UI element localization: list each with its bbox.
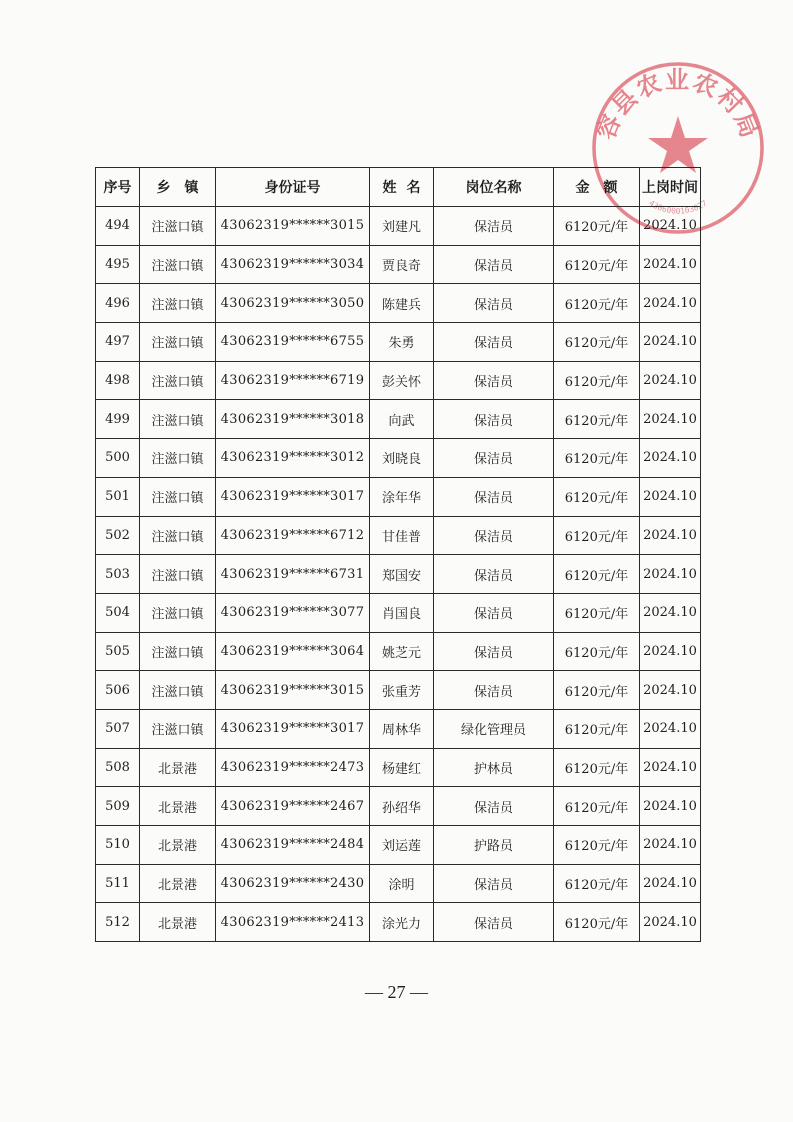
row-position: 保洁员	[434, 400, 554, 439]
row-id-number: 43062319******3034	[216, 245, 370, 284]
row-name: 向武	[370, 400, 434, 439]
row-amount: 6120元/年	[554, 555, 640, 594]
table-row	[96, 207, 701, 246]
row-town: 注滋口镇	[140, 671, 216, 710]
row-amount: 6120元/年	[554, 903, 640, 942]
row-id-number: 43062319******3015	[216, 207, 370, 246]
row-name: 刘建凡	[370, 207, 434, 246]
row-id-number: 43062319******2413	[216, 903, 370, 942]
row-position: 保洁员	[434, 207, 554, 246]
row-name: 刘晓良	[370, 439, 434, 478]
table-row	[96, 671, 701, 710]
row-town: 注滋口镇	[140, 207, 216, 246]
row-town: 注滋口镇	[140, 555, 216, 594]
row-start-date: 2024.10	[640, 632, 701, 671]
row-name: 姚芝元	[370, 632, 434, 671]
row-town: 注滋口镇	[140, 632, 216, 671]
row-name: 贾良奇	[370, 245, 434, 284]
row-town: 注滋口镇	[140, 323, 216, 362]
row-start-date: 2024.10	[640, 903, 701, 942]
row-id-number: 43062319******2430	[216, 864, 370, 903]
table-row	[96, 555, 701, 594]
row-name: 杨建红	[370, 748, 434, 787]
row-position: 保洁员	[434, 555, 554, 594]
row-start-date: 2024.10	[640, 555, 701, 594]
row-amount: 6120元/年	[554, 671, 640, 710]
row-name: 涂年华	[370, 477, 434, 516]
row-position: 保洁员	[434, 593, 554, 632]
row-name: 涂光力	[370, 903, 434, 942]
row-position: 保洁员	[434, 323, 554, 362]
row-town: 注滋口镇	[140, 593, 216, 632]
page-number: — 27 —	[365, 982, 428, 1002]
row-amount: 6120元/年	[554, 787, 640, 826]
row-amount: 6120元/年	[554, 826, 640, 865]
row-start-date: 2024.10	[640, 671, 701, 710]
row-town: 注滋口镇	[140, 400, 216, 439]
header-row	[96, 168, 701, 207]
row-name: 涂明	[370, 864, 434, 903]
row-name: 周林华	[370, 709, 434, 748]
table-row	[96, 361, 701, 400]
row-id-number: 43062319******3017	[216, 709, 370, 748]
row-amount: 6120元/年	[554, 400, 640, 439]
table-row	[96, 632, 701, 671]
table-row	[96, 826, 701, 865]
seal-text: 容县农业农村局	[591, 65, 765, 144]
row-seq: 505	[96, 632, 140, 671]
row-seq: 509	[96, 787, 140, 826]
row-town: 北景港	[140, 787, 216, 826]
row-seq: 510	[96, 826, 140, 865]
row-amount: 6120元/年	[554, 245, 640, 284]
row-start-date: 2024.10	[640, 361, 701, 400]
row-id-number: 43062319******3064	[216, 632, 370, 671]
row-position: 保洁员	[434, 671, 554, 710]
row-id-number: 43062319******3015	[216, 671, 370, 710]
row-start-date: 2024.10	[640, 864, 701, 903]
row-amount: 6120元/年	[554, 632, 640, 671]
row-name: 甘佳普	[370, 516, 434, 555]
header-seq: 序号	[96, 168, 140, 207]
row-start-date: 2024.10	[640, 477, 701, 516]
row-amount: 6120元/年	[554, 439, 640, 478]
row-amount: 6120元/年	[554, 593, 640, 632]
row-seq: 496	[96, 284, 140, 323]
row-amount: 6120元/年	[554, 284, 640, 323]
row-position: 保洁员	[434, 632, 554, 671]
row-id-number: 43062319******2467	[216, 787, 370, 826]
row-id-number: 43062319******2484	[216, 826, 370, 865]
row-name: 郑国安	[370, 555, 434, 594]
row-id-number: 43062319******2473	[216, 748, 370, 787]
seal-code: 4306000103027	[647, 198, 709, 216]
row-id-number: 43062319******6712	[216, 516, 370, 555]
row-seq: 508	[96, 748, 140, 787]
row-name: 彭关怀	[370, 361, 434, 400]
row-seq: 507	[96, 709, 140, 748]
row-seq: 497	[96, 323, 140, 362]
row-position: 保洁员	[434, 361, 554, 400]
row-amount: 6120元/年	[554, 748, 640, 787]
row-seq: 498	[96, 361, 140, 400]
row-start-date: 2024.10	[640, 593, 701, 632]
table-row	[96, 593, 701, 632]
roster-table	[95, 167, 701, 942]
row-id-number: 43062319******6719	[216, 361, 370, 400]
row-seq: 503	[96, 555, 140, 594]
row-start-date: 2024.10	[640, 284, 701, 323]
row-name: 孙绍华	[370, 787, 434, 826]
header-amount: 金额	[554, 168, 640, 207]
row-town: 注滋口镇	[140, 245, 216, 284]
row-seq: 499	[96, 400, 140, 439]
table-row	[96, 748, 701, 787]
row-name: 刘运莲	[370, 826, 434, 865]
row-start-date: 2024.10	[640, 400, 701, 439]
table-row	[96, 245, 701, 284]
row-position: 护林员	[434, 748, 554, 787]
row-town: 注滋口镇	[140, 284, 216, 323]
row-name: 张重芳	[370, 671, 434, 710]
row-position: 保洁员	[434, 284, 554, 323]
row-town: 北景港	[140, 864, 216, 903]
table-row	[96, 787, 701, 826]
row-position: 护路员	[434, 826, 554, 865]
row-seq: 494	[96, 207, 140, 246]
row-id-number: 43062319******6755	[216, 323, 370, 362]
row-position: 保洁员	[434, 439, 554, 478]
row-position: 绿化管理员	[434, 709, 554, 748]
header-position: 岗位名称	[434, 168, 554, 207]
row-amount: 6120元/年	[554, 323, 640, 362]
row-name: 肖国良	[370, 593, 434, 632]
header-name: 姓名	[370, 168, 434, 207]
row-seq: 506	[96, 671, 140, 710]
row-position: 保洁员	[434, 245, 554, 284]
row-position: 保洁员	[434, 903, 554, 942]
row-id-number: 43062319******3018	[216, 400, 370, 439]
row-amount: 6120元/年	[554, 709, 640, 748]
row-town: 注滋口镇	[140, 439, 216, 478]
row-town: 注滋口镇	[140, 516, 216, 555]
row-amount: 6120元/年	[554, 207, 640, 246]
table-row	[96, 323, 701, 362]
row-id-number: 43062319******3017	[216, 477, 370, 516]
table-row	[96, 477, 701, 516]
row-position: 保洁员	[434, 787, 554, 826]
row-position: 保洁员	[434, 516, 554, 555]
row-amount: 6120元/年	[554, 516, 640, 555]
row-town: 北景港	[140, 903, 216, 942]
row-seq: 501	[96, 477, 140, 516]
table-row	[96, 709, 701, 748]
row-seq: 512	[96, 903, 140, 942]
row-start-date: 2024.10	[640, 207, 701, 246]
row-id-number: 43062319******3077	[216, 593, 370, 632]
row-start-date: 2024.10	[640, 245, 701, 284]
row-amount: 6120元/年	[554, 361, 640, 400]
row-seq: 500	[96, 439, 140, 478]
row-id-number: 43062319******3050	[216, 284, 370, 323]
table-row	[96, 864, 701, 903]
row-amount: 6120元/年	[554, 477, 640, 516]
row-start-date: 2024.10	[640, 748, 701, 787]
table-row	[96, 903, 701, 942]
row-name: 朱勇	[370, 323, 434, 362]
table-row	[96, 400, 701, 439]
row-seq: 511	[96, 864, 140, 903]
row-name: 陈建兵	[370, 284, 434, 323]
header-town: 乡镇	[140, 168, 216, 207]
row-id-number: 43062319******3012	[216, 439, 370, 478]
row-town: 注滋口镇	[140, 477, 216, 516]
row-amount: 6120元/年	[554, 864, 640, 903]
star-icon	[648, 116, 708, 173]
header-start-date: 上岗时间	[640, 168, 701, 207]
row-seq: 502	[96, 516, 140, 555]
table-row	[96, 516, 701, 555]
row-town: 注滋口镇	[140, 709, 216, 748]
row-start-date: 2024.10	[640, 709, 701, 748]
row-town: 注滋口镇	[140, 361, 216, 400]
row-start-date: 2024.10	[640, 439, 701, 478]
row-start-date: 2024.10	[640, 787, 701, 826]
row-start-date: 2024.10	[640, 516, 701, 555]
row-id-number: 43062319******6731	[216, 555, 370, 594]
row-seq: 504	[96, 593, 140, 632]
row-start-date: 2024.10	[640, 826, 701, 865]
table-row	[96, 439, 701, 478]
header-id-number: 身份证号	[216, 168, 370, 207]
row-start-date: 2024.10	[640, 323, 701, 362]
row-town: 北景港	[140, 748, 216, 787]
row-position: 保洁员	[434, 864, 554, 903]
row-position: 保洁员	[434, 477, 554, 516]
row-town: 北景港	[140, 826, 216, 865]
row-seq: 495	[96, 245, 140, 284]
table-row	[96, 284, 701, 323]
